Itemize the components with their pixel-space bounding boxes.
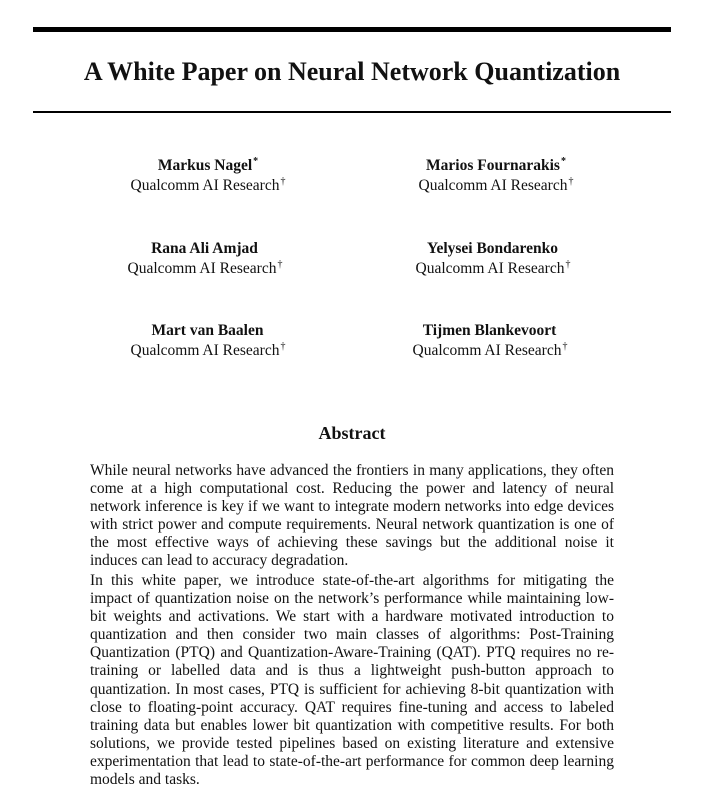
author-block xyxy=(88,321,328,361)
author-affiliation: Qualcomm AI Research† xyxy=(415,259,571,277)
author-block xyxy=(88,156,328,196)
author-block xyxy=(370,321,610,361)
author-block xyxy=(85,239,325,279)
affiliation-mark: † xyxy=(280,341,286,352)
abstract-paragraph: While neural networks have advanced the frontiers in many applications, they often come at a high computational cost. Reducing the power and latency of neural network inference is key if we want to integrate modern networks into edge devices with strict power and compute requirements. Neural network quantization is one of the most effective ways of achieving these savings but the additional noise it induces can lead to accuracy degradation. xyxy=(90,462,614,570)
author-name: Yelysei Bondarenko xyxy=(426,240,559,257)
equal-contribution-mark: * xyxy=(253,156,259,167)
affiliation-mark: † xyxy=(280,176,286,187)
title-rule-top xyxy=(33,27,671,32)
author-affiliation: Qualcomm AI Research† xyxy=(418,176,574,194)
abstract-paragraph: In this white paper, we introduce state-of-the-art algorithms for mitigating the impact of quantization noise on the network’s performance while maintaining low-bit weights and activations. We start with a hardware motivated introduction to quantization and then consider two main classes of algorithms: Post-Training Quantization (PTQ) and Quantization-Aware-Training (QAT). PTQ requires no re-training or labelled data and is thus a lightweight push-button approach to quantization. In most cases, PTQ is sufficient for achieving 8-bit quantization with close to floating-point accuracy. QAT requires fine-tuning and access to labeled training data but enables lower bit quantization with competitive results. For both solutions, we provide tested pipelines based on existing literature and extensive experimentation that lead to state-of-the-art performance for common deep learning models and tasks. xyxy=(90,572,614,789)
author-affiliation: Qualcomm AI Research† xyxy=(127,259,283,277)
affiliation-mark: † xyxy=(562,341,568,352)
author-name: Mart van Baalen xyxy=(151,322,264,339)
author-name: Markus Nagel* xyxy=(157,156,259,174)
affiliation-mark: † xyxy=(568,176,574,187)
author-affiliation: Qualcomm AI Research† xyxy=(412,341,568,359)
affiliation-mark: † xyxy=(277,259,283,270)
author-affiliation: Qualcomm AI Research† xyxy=(130,341,286,359)
author-block xyxy=(373,239,613,279)
paper-title: A White Paper on Neural Network Quantization xyxy=(83,57,621,86)
title-rule-bottom xyxy=(33,111,671,113)
author-block xyxy=(376,156,616,196)
abstract-heading: Abstract xyxy=(318,423,386,443)
affiliation-mark: † xyxy=(565,259,571,270)
author-name: Tijmen Blankevoort xyxy=(422,322,557,339)
author-name: Rana Ali Amjad xyxy=(151,240,258,257)
author-name: Marios Fournarakis* xyxy=(426,156,566,174)
equal-contribution-mark: * xyxy=(560,156,566,167)
author-affiliation: Qualcomm AI Research† xyxy=(130,176,286,194)
